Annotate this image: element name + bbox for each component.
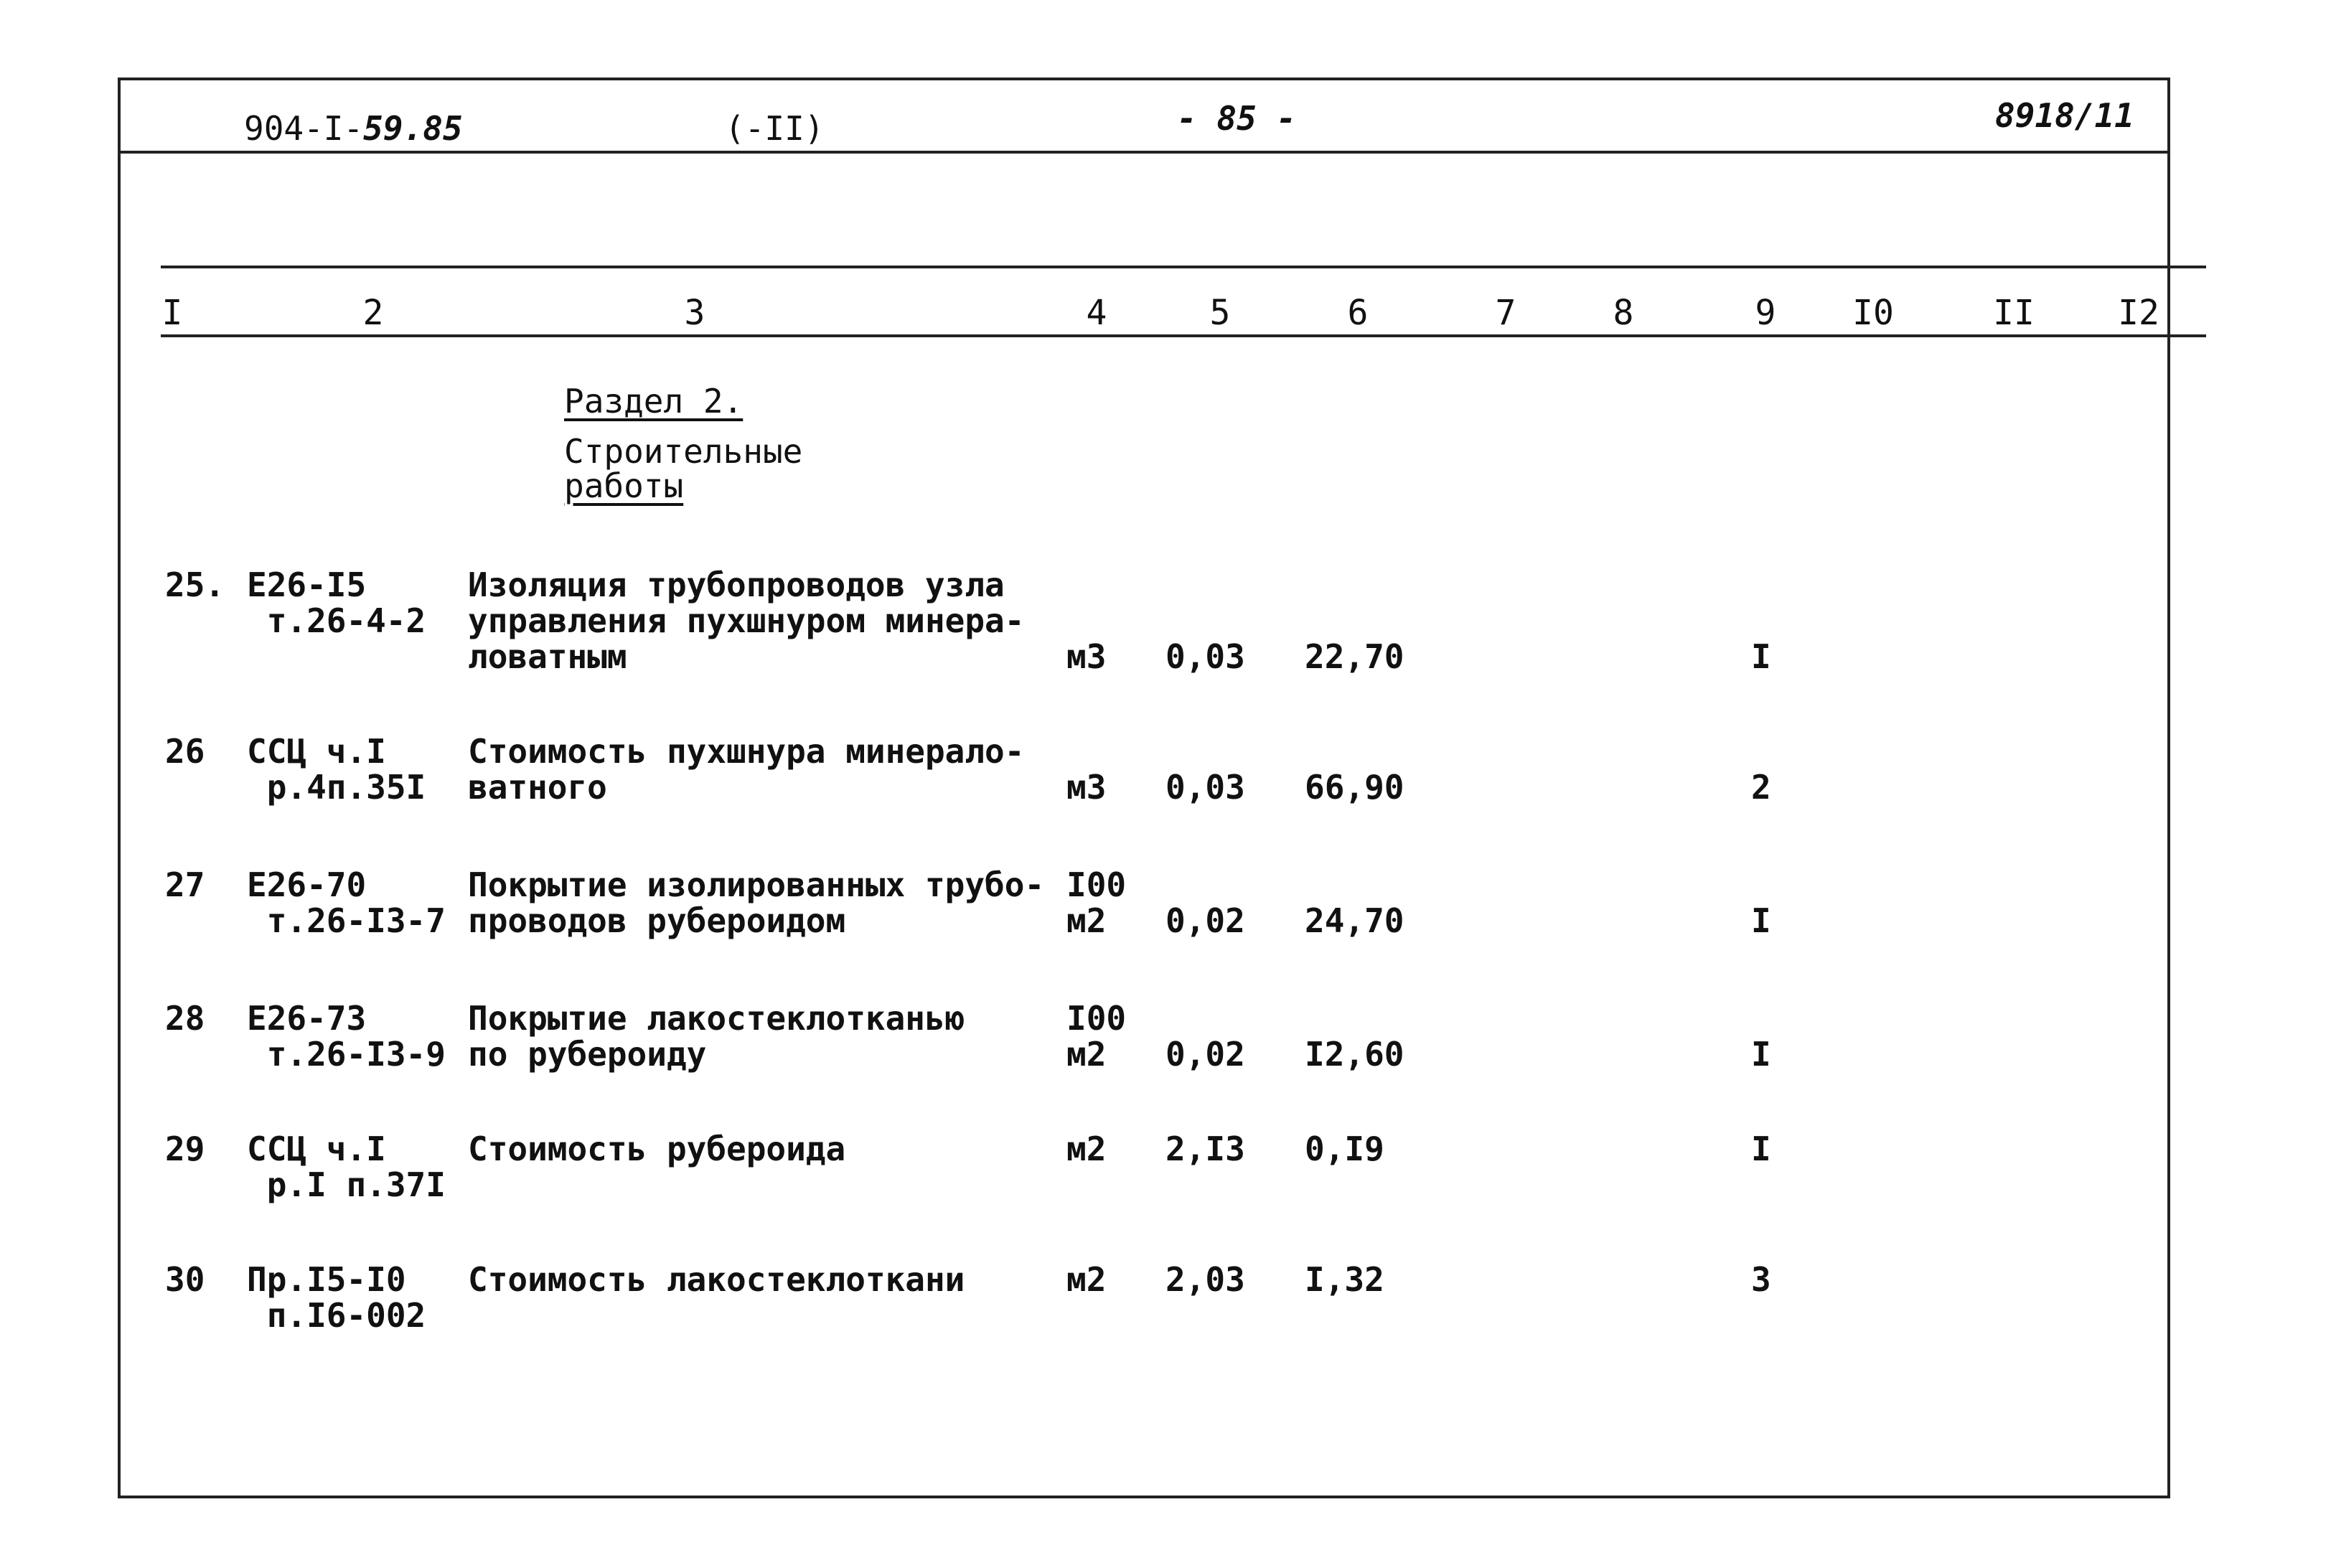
column-number: I (161, 293, 183, 333)
column-number: I0 (1852, 293, 1894, 333)
row-unit: м3 (1066, 768, 1107, 807)
row-quantity: 0,02 (1166, 901, 1245, 940)
row-description: Покрытие лакостеклотканью по рубероиду (468, 999, 965, 1074)
column-number: 8 (1613, 293, 1634, 333)
row-number: 28 (165, 999, 205, 1038)
page-number: - 85 - (1177, 99, 1297, 138)
column-number: I2 (2118, 293, 2159, 333)
row-description: Изоляция трубопроводов узла управления пухшнуром минера- ловатным (468, 565, 1025, 676)
row-unit-price: 66,90 (1305, 768, 1404, 807)
row-unit: м3 (1066, 637, 1107, 676)
section-subtitle-line1: Строительные (564, 432, 803, 471)
row-unit-price: 22,70 (1305, 637, 1404, 676)
column-number: 6 (1347, 293, 1369, 333)
row-column-9: I (1751, 1035, 1771, 1074)
row-code: Пр.I5-I0 п.I6-002 (247, 1260, 426, 1335)
row-unit-price: I2,60 (1305, 1035, 1404, 1074)
row-quantity: 0,02 (1166, 1035, 1245, 1074)
row-code: Е26-73 т.26-I3-9 (247, 999, 446, 1074)
row-quantity: 2,I3 (1166, 1130, 1245, 1168)
row-column-9: 3 (1751, 1260, 1771, 1299)
row-description: Стоимость пухшнура минерало- ватного (468, 732, 1025, 807)
row-quantity: 0,03 (1166, 768, 1245, 807)
row-code: ССЦ ч.I р.4п.35I (247, 732, 426, 807)
row-unit: I00 м2 (1066, 999, 1127, 1074)
row-code: ССЦ ч.I р.I п.37I (247, 1130, 446, 1204)
section-subtitle-line2: работы (564, 466, 684, 505)
column-number: 3 (684, 293, 705, 333)
row-quantity: 0,03 (1166, 637, 1245, 676)
row-unit-price: I,32 (1305, 1260, 1384, 1299)
sheet-number: 8918/11 (1995, 96, 2134, 135)
row-quantity: 2,03 (1166, 1260, 1245, 1299)
row-number: 30 (165, 1260, 205, 1299)
row-description: Стоимость лакостеклоткани (468, 1260, 965, 1299)
column-header-rule (161, 334, 2206, 337)
column-number: II (1993, 293, 2035, 333)
table-top-rule (161, 266, 2206, 268)
document-part: (-II) (725, 109, 825, 148)
column-number: 9 (1755, 293, 1776, 333)
row-code: Е26-70 т.26-I3-7 (247, 865, 446, 940)
header-rule (118, 151, 2170, 154)
column-number: 4 (1086, 293, 1107, 333)
row-number: 26 (165, 732, 205, 771)
row-number: 27 (165, 865, 205, 904)
row-unit: I00 м2 (1066, 865, 1127, 940)
row-unit: м2 (1066, 1260, 1107, 1299)
row-column-9: I (1751, 1130, 1771, 1168)
row-number: 25. (165, 565, 225, 604)
document-code (244, 109, 463, 148)
row-number: 29 (165, 1130, 205, 1168)
column-number: 2 (362, 293, 384, 333)
row-column-9: 2 (1751, 768, 1771, 807)
document-code-printed: 904-I- (244, 109, 364, 148)
section-title: Раздел 2. (564, 382, 744, 421)
row-description: Покрытие изолированных трубо- проводов рубероидом (468, 865, 1045, 940)
row-unit: м2 (1066, 1130, 1107, 1168)
row-description: Стоимость рубероида (468, 1130, 846, 1168)
column-number: 7 (1495, 293, 1516, 333)
row-code: Е26-I5 т.26-4-2 (247, 565, 426, 640)
row-column-9: I (1751, 637, 1771, 676)
row-column-9: I (1751, 901, 1771, 940)
row-unit-price: 0,I9 (1305, 1130, 1384, 1168)
row-unit-price: 24,70 (1305, 901, 1404, 940)
column-number: 5 (1209, 293, 1231, 333)
document-code-handwritten: 59.85 (363, 109, 463, 148)
